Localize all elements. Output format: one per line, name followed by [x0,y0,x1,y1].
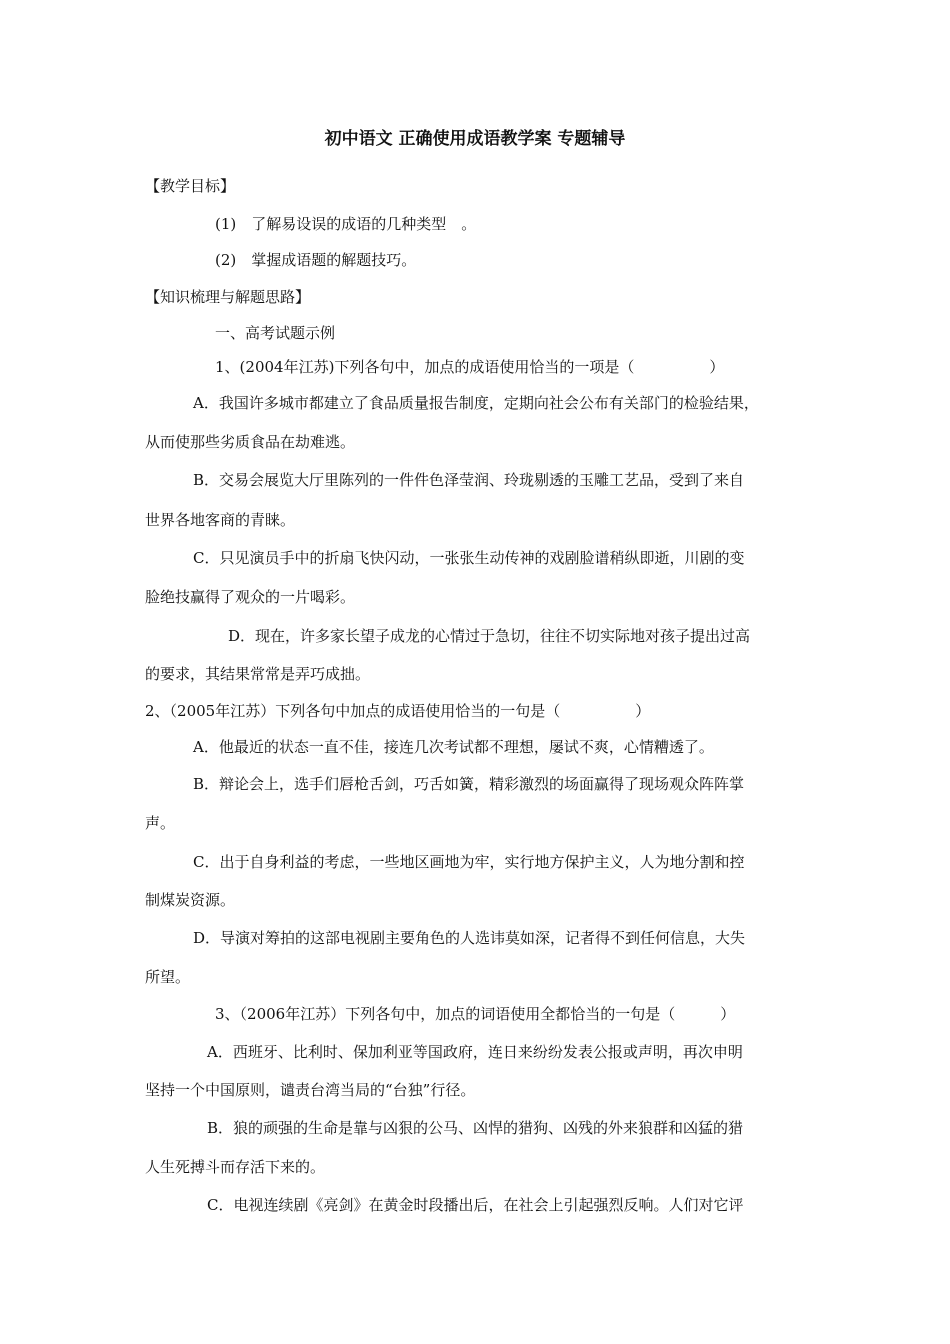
goal-item-1: (1) 了解易设误的成语的几种类型 。 [215,215,477,233]
part1-heading: 一、高考试题示例 [215,324,336,342]
knowledge-heading: 【知识梳理与解题思路】 [145,288,311,306]
q3-option-c-line1: C．电视连续剧《亮剑》在黄金时段播出后，在社会上引起强烈反响。人们对它评 [207,1196,744,1214]
q2-option-b-line1: B．辩论会上，选手们唇枪舌剑，巧舌如簧，精彩激烈的场面赢得了现场观众阵阵掌 [193,775,745,793]
q2-option-c-line2: 制煤炭资源。 [145,891,236,909]
q1-option-c-line1: C．只见演员手中的折扇飞快闪动，一张张生动传神的戏剧脸谱稍纵即逝，川剧的变 [193,549,745,567]
q3-option-a-line2: 坚持一个中国原则，谴责台湾当局的“台独”行径。 [145,1081,476,1099]
teaching-goals-heading: 【教学目标】 [145,177,236,195]
q2-option-c-line1: C．出于自身利益的考虑，一些地区画地为牢，实行地方保护主义，人为地分割和控 [193,853,745,871]
q3-option-b-line1: B．狼的顽强的生命是靠与凶狠的公马、凶悍的猎狗、凶残的外来狼群和凶猛的猎 [207,1119,744,1137]
q1-option-a-line1: A．我国许多城市都建立了食品质量报告制度，定期向社会公布有关部门的检验结果， [193,394,759,412]
question-2-stem: 2、（2005年江苏）下列各句中加点的成语使用恰当的一句是（ ） [145,702,651,720]
q2-option-a-line1: A．他最近的状态一直不佳，接连几次考试都不理想，屡试不爽，心情糟透了。 [193,738,714,756]
page-title: 初中语文 正确使用成语教学案 专题辅导 [324,129,626,149]
q2-option-b-line2: 声。 [145,814,176,832]
q3-option-a-line1: A．西班牙、比利时、保加利亚等国政府，连日来纷纷发表公报或声明，再次申明 [207,1043,743,1061]
q2-option-d-line1: D．导演对筹拍的这部电视剧主要角色的人选讳莫如深，记者得不到任何信息，大失 [193,929,746,947]
q1-option-d-line2: 的要求，其结果常常是弄巧成拙。 [145,665,371,683]
q1-option-c-line2: 脸绝技赢得了观众的一片喝彩。 [145,588,356,606]
q2-option-d-line2: 所望。 [145,968,191,986]
question-3-stem: 3、（2006年江苏）下列各句中，加点的词语使用全都恰当的一句是（ ） [215,1005,736,1023]
q1-option-d-line1: D．现在，许多家长望子成龙的心情过于急切，往往不切实际地对孩子提出过高 [228,627,751,645]
q3-option-b-line2: 人生死搏斗而存活下来的。 [145,1158,326,1176]
q1-option-b-line1: B．交易会展览大厅里陈列的一件件色泽莹润、玲珑剔透的玉雕工艺品，受到了来自 [193,471,745,489]
goal-item-2: (2) 掌握成语题的解题技巧。 [215,251,417,269]
question-1-stem: 1、(2004年江苏)下列各句中，加点的成语使用恰当的一项是（ ） [215,358,725,376]
q1-option-a-line2: 从而使那些劣质食品在劫难逃。 [145,433,356,451]
q1-option-b-line2: 世界各地客商的青睐。 [145,511,296,529]
